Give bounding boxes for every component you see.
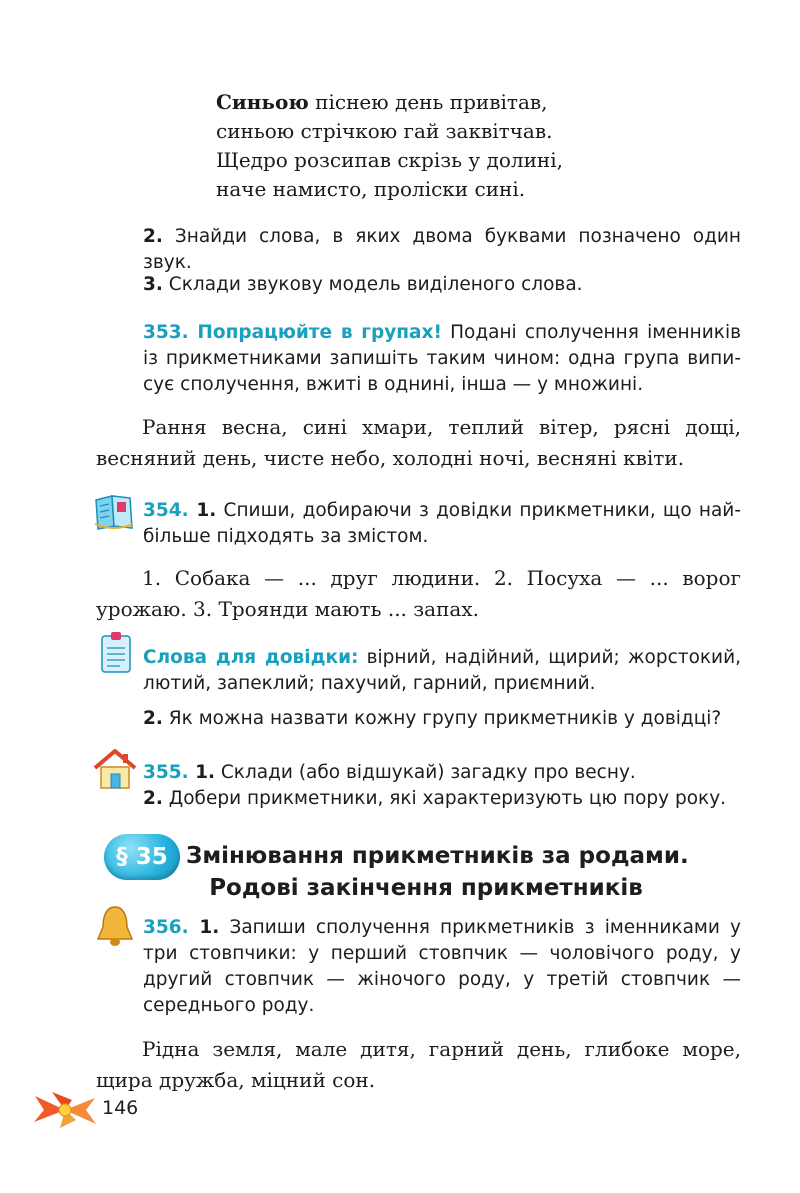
reference-words: Слова для довідки: вірний, надійний, щирий; жорстокий, лютий, запеклий; пахучий, гарний, приємний. [143, 647, 741, 694]
exercise-number: 354. [143, 500, 189, 521]
exercise-355 [143, 760, 741, 812]
exercise-356: 356. 1. Запиши сполучення прикметників з іменниками у три стовпчики: у перший стовпчик — чоловічого роду, у другий стовпчик — жіночого роду, у третій стовпчик — середнього роду. [143, 917, 742, 1016]
bell-icon [94, 905, 136, 949]
poem-line-3: Щедро розсипав скрізь у долині, [216, 148, 563, 172]
house-icon [92, 748, 138, 790]
book-icon [92, 492, 136, 532]
exercise-354-sentences: 1. Собака — ... друг людини. 2. Посуха — ... ворог урожаю. 3. Троянди мають ... запах. [96, 566, 741, 621]
notepad-icon [96, 630, 136, 676]
poem-line-4: наче намисто, проліски сині. [216, 177, 526, 201]
leaf-ornament-icon [30, 1090, 100, 1130]
page-number: 146 [102, 1097, 139, 1119]
exercise-354-q2: 2. Як можна назвати кожну групу прикметників у довідці? [143, 708, 722, 729]
exercise-355-q1: 355. 1. Склади (або відшукай) загадку про весну. [143, 762, 636, 783]
exercise-number: 353. [143, 322, 189, 343]
reference-label: Слова для довідки: [143, 647, 359, 668]
exercise-356-phrases: Рідна земля, мале дитя, гарний день, глибоке море, щира дружба, міцний сон. [96, 1037, 741, 1092]
highlighted-word: Синьою [216, 90, 309, 114]
poem-line-1: Синьою піснею день привітав, [216, 90, 548, 114]
exercise-353: 353. Попрацюйте в групах! Подані сполучення іменників із прикметниками запишіть таким чином: одна група виписує сполучення, вжиті в однині, інша — у множині. [143, 322, 741, 395]
exercise-number: 355. [143, 762, 189, 783]
task-2: 2. Знайди слова, в яких двома буквами позначено один звук. [143, 226, 741, 273]
section-title-line-1: Змінювання прикметників за родами. [186, 843, 689, 869]
exercise-355-q2: 2. Добери прикметники, які характеризують цю пору року. [143, 788, 727, 809]
exercise-354: 354. 1. Спиши, добираючи з довідки прикметники, що найбільше підходять за змістом. [143, 500, 741, 547]
task-3: 3. Склади звукову модель виділеного слова. [143, 274, 583, 295]
exercise-353-phrases: Рання весна, сині хмари, теплий вітер, рясні дощі, весняний день, чисте небо, холодні ночі, весняні квіти. [96, 415, 741, 470]
exercise-title: Попрацюйте в групах! [188, 322, 442, 343]
exercise-number: 356. [143, 917, 189, 938]
section-title-line-2: Родові закінчення прикметників [209, 875, 643, 901]
poem [216, 88, 563, 204]
poem-line-2: синьою стрічкою гай заквітчав. [216, 119, 553, 143]
section-badge: § 35 [104, 834, 180, 880]
